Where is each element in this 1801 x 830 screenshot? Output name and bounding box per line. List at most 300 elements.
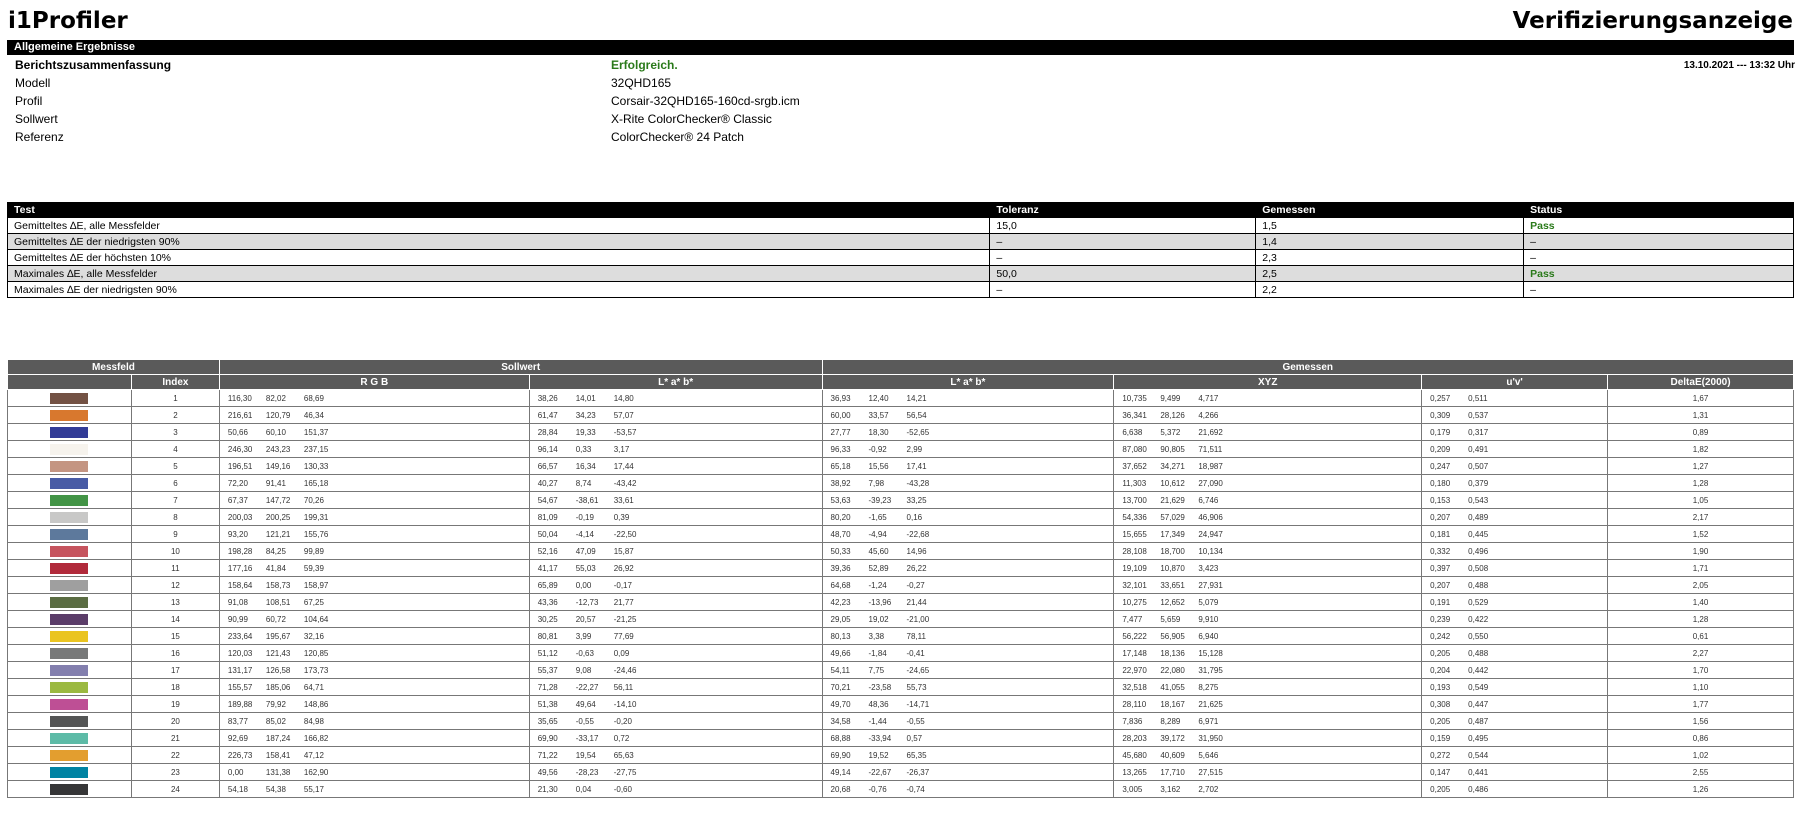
xyz-cell-value: 10,275 bbox=[1122, 597, 1147, 607]
uv-cell-value: 0,488 bbox=[1468, 580, 1489, 590]
patch-table bbox=[7, 359, 1794, 798]
rgb-cell bbox=[219, 441, 529, 458]
lab-target-cell-value: 54,67 bbox=[537, 495, 558, 505]
lab-target-cell-value: 61,47 bbox=[537, 410, 558, 420]
xyz-cell-value: 21,629 bbox=[1160, 495, 1185, 505]
deltae-cell: 2,17 bbox=[1608, 509, 1794, 526]
lab-measured-cell bbox=[822, 645, 1114, 662]
lab-measured-cell-value: 55,73 bbox=[906, 682, 927, 692]
xyz-cell-value: 17,349 bbox=[1160, 529, 1185, 539]
deltae-cell: 1,70 bbox=[1608, 662, 1794, 679]
swatch-cell bbox=[8, 645, 132, 662]
test-name-cell: Gemitteltes ∆E, alle Messfelder bbox=[8, 218, 990, 234]
lab-target-cell bbox=[529, 730, 822, 747]
lab-measured-cell-value: 21,44 bbox=[906, 597, 927, 607]
lab-measured-cell-value: 52,89 bbox=[868, 563, 889, 573]
rgb-cell bbox=[219, 781, 529, 798]
swatch-cell bbox=[8, 662, 132, 679]
lab-target-cell-value: 33,61 bbox=[613, 495, 634, 505]
lab-target-cell-value: 55,37 bbox=[537, 665, 558, 675]
deltae-cell: 2,05 bbox=[1608, 577, 1794, 594]
deltae-cell: 1,40 bbox=[1608, 594, 1794, 611]
patch-row bbox=[8, 577, 1794, 594]
lab-target-cell-value: 0,33 bbox=[575, 444, 592, 454]
lab-measured-cell bbox=[822, 662, 1114, 679]
xyz-cell-value: 7,836 bbox=[1122, 716, 1143, 726]
deltae-cell: 1,77 bbox=[1608, 696, 1794, 713]
lab-measured-cell-value: 49,70 bbox=[830, 699, 851, 709]
color-swatch bbox=[50, 512, 88, 523]
xyz-cell-value: 9,499 bbox=[1160, 393, 1181, 403]
uv-cell-value: 0,495 bbox=[1468, 733, 1489, 743]
deltae-cell: 1,31 bbox=[1608, 407, 1794, 424]
patch-row bbox=[8, 543, 1794, 560]
summary-row bbox=[15, 130, 1795, 148]
rgb-cell-value: 155,76 bbox=[303, 529, 329, 539]
xyz-cell bbox=[1114, 730, 1422, 747]
test-name-cell: Maximales ∆E der niedrigsten 90% bbox=[8, 282, 990, 298]
lab-measured-cell-value: -1,84 bbox=[868, 648, 887, 658]
xyz-cell-value: 24,947 bbox=[1198, 529, 1223, 539]
toleranz-cell: – bbox=[990, 250, 1256, 266]
lab-target-cell-value: 66,57 bbox=[537, 461, 558, 471]
color-swatch bbox=[50, 580, 88, 591]
lab-measured-cell bbox=[822, 424, 1114, 441]
lab-target-cell-value: -21,25 bbox=[613, 614, 637, 624]
lab-measured-cell-value: 33,57 bbox=[868, 410, 889, 420]
rgb-cell-value: 67,25 bbox=[303, 597, 324, 607]
rgb-cell-value: 60,72 bbox=[265, 614, 286, 624]
lab-measured-cell-value: -1,44 bbox=[868, 716, 887, 726]
index-cell: 18 bbox=[131, 679, 219, 696]
rgb-cell-value: 196,51 bbox=[227, 461, 253, 471]
uv-cell bbox=[1422, 696, 1608, 713]
deltae-cell: 1,52 bbox=[1608, 526, 1794, 543]
lab-measured-cell-value: 14,21 bbox=[906, 393, 927, 403]
lab-measured-cell bbox=[822, 679, 1114, 696]
rgb-cell-value: 195,67 bbox=[265, 631, 291, 641]
lab-target-cell bbox=[529, 543, 822, 560]
lab-measured-cell-value: -43,28 bbox=[906, 478, 930, 488]
summary-row bbox=[15, 76, 1795, 94]
rgb-cell bbox=[219, 679, 529, 696]
xyz-cell-value: 40,609 bbox=[1160, 750, 1185, 760]
gemessen-cell: 1,5 bbox=[1256, 218, 1524, 234]
rgb-cell-value: 148,86 bbox=[303, 699, 329, 709]
index-cell: 3 bbox=[131, 424, 219, 441]
rgb-cell bbox=[219, 730, 529, 747]
lab-target-cell-value: 65,63 bbox=[613, 750, 634, 760]
rgb-cell-value: 243,23 bbox=[265, 444, 291, 454]
xyz-cell-value: 18,136 bbox=[1160, 648, 1185, 658]
color-swatch bbox=[50, 631, 88, 642]
lab-measured-cell-value: -39,23 bbox=[868, 495, 892, 505]
rgb-cell-value: 131,17 bbox=[227, 665, 253, 675]
lab-measured-cell-value: -0,41 bbox=[906, 648, 925, 658]
swatch-cell bbox=[8, 713, 132, 730]
column-header-lab-measured: L* a* b* bbox=[822, 375, 1114, 390]
lab-target-cell bbox=[529, 747, 822, 764]
rgb-cell-value: 120,85 bbox=[303, 648, 329, 658]
lab-measured-cell-value: 39,36 bbox=[830, 563, 851, 573]
xyz-cell-value: 2,702 bbox=[1198, 784, 1219, 794]
lab-target-cell-value: 77,69 bbox=[613, 631, 634, 641]
lab-measured-cell bbox=[822, 713, 1114, 730]
rgb-cell-value: 67,37 bbox=[227, 495, 248, 505]
lab-target-cell bbox=[529, 645, 822, 662]
lab-target-cell-value: 71,22 bbox=[537, 750, 558, 760]
column-header-rgb: R G B bbox=[219, 375, 529, 390]
patch-row bbox=[8, 747, 1794, 764]
patch-row bbox=[8, 781, 1794, 798]
xyz-cell-value: 12,652 bbox=[1160, 597, 1185, 607]
lab-target-cell-value: -0,63 bbox=[575, 648, 594, 658]
swatch-cell bbox=[8, 611, 132, 628]
swatch-cell bbox=[8, 560, 132, 577]
uv-cell-value: 0,147 bbox=[1430, 767, 1451, 777]
rgb-cell-value: 91,08 bbox=[227, 597, 248, 607]
rgb-cell bbox=[219, 390, 529, 407]
lab-target-cell-value: -22,27 bbox=[575, 682, 599, 692]
lab-target-cell bbox=[529, 662, 822, 679]
rgb-cell-value: 158,73 bbox=[265, 580, 291, 590]
rgb-cell-value: 85,02 bbox=[265, 716, 286, 726]
summary-value: ColorChecker® 24 Patch bbox=[611, 130, 744, 144]
xyz-cell bbox=[1114, 424, 1422, 441]
patch-row bbox=[8, 645, 1794, 662]
xyz-cell-value: 56,222 bbox=[1122, 631, 1147, 641]
uv-cell-value: 0,332 bbox=[1430, 546, 1451, 556]
lab-measured-cell-value: -22,67 bbox=[868, 767, 892, 777]
lab-target-cell-value: -4,14 bbox=[575, 529, 594, 539]
swatch-cell bbox=[8, 441, 132, 458]
lab-target-cell-value: -33,17 bbox=[575, 733, 599, 743]
patch-row bbox=[8, 509, 1794, 526]
rgb-cell-value: 246,30 bbox=[227, 444, 253, 454]
color-swatch bbox=[50, 614, 88, 625]
xyz-cell-value: 8,275 bbox=[1198, 682, 1219, 692]
uv-cell-value: 0,207 bbox=[1430, 512, 1451, 522]
lab-target-cell-value: 19,54 bbox=[575, 750, 596, 760]
lab-target-cell-value: 81,09 bbox=[537, 512, 558, 522]
rgb-cell-value: 155,57 bbox=[227, 682, 253, 692]
uv-cell-value: 0,272 bbox=[1430, 750, 1451, 760]
rgb-cell-value: 199,31 bbox=[303, 512, 329, 522]
rgb-cell bbox=[219, 611, 529, 628]
lab-measured-cell-value: 34,58 bbox=[830, 716, 851, 726]
lab-target-cell-value: 43,36 bbox=[537, 597, 558, 607]
uv-cell bbox=[1422, 781, 1608, 798]
lab-measured-cell-value: 48,36 bbox=[868, 699, 889, 709]
uv-cell-value: 0,239 bbox=[1430, 614, 1451, 624]
rgb-cell bbox=[219, 543, 529, 560]
xyz-cell-value: 56,905 bbox=[1160, 631, 1185, 641]
rgb-cell-value: 120,03 bbox=[227, 648, 253, 658]
rgb-cell bbox=[219, 492, 529, 509]
lab-measured-cell-value: -26,37 bbox=[906, 767, 930, 777]
xyz-cell-value: 37,652 bbox=[1122, 461, 1147, 471]
uv-cell-value: 0,159 bbox=[1430, 733, 1451, 743]
xyz-cell-value: 28,110 bbox=[1122, 699, 1147, 709]
uv-cell bbox=[1422, 560, 1608, 577]
lab-measured-cell-value: 38,92 bbox=[830, 478, 851, 488]
rgb-cell-value: 165,18 bbox=[303, 478, 329, 488]
rgb-cell-value: 162,90 bbox=[303, 767, 329, 777]
rgb-cell-value: 64,71 bbox=[303, 682, 324, 692]
lab-measured-cell-value: 0,57 bbox=[906, 733, 923, 743]
uv-cell bbox=[1422, 628, 1608, 645]
table-row bbox=[8, 282, 1794, 298]
rgb-cell-value: 166,82 bbox=[303, 733, 329, 743]
color-swatch bbox=[50, 444, 88, 455]
toleranz-cell: – bbox=[990, 234, 1256, 250]
lab-target-cell-value: 0,09 bbox=[613, 648, 630, 658]
lab-target-cell bbox=[529, 509, 822, 526]
xyz-cell-value: 32,518 bbox=[1122, 682, 1147, 692]
lab-measured-cell-value: 53,63 bbox=[830, 495, 851, 505]
rgb-cell-value: 189,88 bbox=[227, 699, 253, 709]
xyz-cell-value: 32,101 bbox=[1122, 580, 1147, 590]
lab-measured-cell bbox=[822, 441, 1114, 458]
lab-target-cell-value: -27,75 bbox=[613, 767, 637, 777]
xyz-cell-value: 3,162 bbox=[1160, 784, 1181, 794]
lab-measured-cell bbox=[822, 764, 1114, 781]
rgb-cell-value: 151,37 bbox=[303, 427, 329, 437]
summary-row bbox=[15, 112, 1795, 130]
xyz-cell bbox=[1114, 645, 1422, 662]
lab-measured-cell bbox=[822, 628, 1114, 645]
deltae-cell: 1,71 bbox=[1608, 560, 1794, 577]
lab-target-cell-value: 55,03 bbox=[575, 563, 596, 573]
uv-cell-value: 0,317 bbox=[1468, 427, 1489, 437]
lab-measured-cell bbox=[822, 390, 1114, 407]
color-swatch bbox=[50, 665, 88, 676]
column-header-gemessen: Gemessen bbox=[1256, 203, 1524, 218]
uv-cell-value: 0,153 bbox=[1430, 495, 1451, 505]
table-row bbox=[8, 250, 1794, 266]
lab-measured-cell-value: 96,33 bbox=[830, 444, 851, 454]
uv-cell-value: 0,379 bbox=[1468, 478, 1489, 488]
lab-measured-cell-value: 0,16 bbox=[906, 512, 923, 522]
report-title: Verifizierungsanzeige bbox=[1512, 8, 1793, 34]
lab-target-cell bbox=[529, 781, 822, 798]
xyz-cell-value: 13,265 bbox=[1122, 767, 1147, 777]
lab-measured-cell bbox=[822, 543, 1114, 560]
color-swatch bbox=[50, 495, 88, 506]
lab-target-cell bbox=[529, 696, 822, 713]
xyz-cell bbox=[1114, 594, 1422, 611]
lab-target-cell bbox=[529, 713, 822, 730]
swatch-cell bbox=[8, 424, 132, 441]
rgb-cell-value: 237,15 bbox=[303, 444, 329, 454]
swatch-cell bbox=[8, 628, 132, 645]
patch-row bbox=[8, 407, 1794, 424]
color-swatch bbox=[50, 546, 88, 557]
lab-target-cell-value: -0,19 bbox=[575, 512, 594, 522]
uv-cell-value: 0,550 bbox=[1468, 631, 1489, 641]
deltae-cell: 0,61 bbox=[1608, 628, 1794, 645]
xyz-cell-value: 6,638 bbox=[1122, 427, 1143, 437]
uv-cell-value: 0,308 bbox=[1430, 699, 1451, 709]
uv-cell-value: 0,447 bbox=[1468, 699, 1489, 709]
xyz-cell-value: 7,477 bbox=[1122, 614, 1143, 624]
patch-row bbox=[8, 764, 1794, 781]
table-row bbox=[8, 266, 1794, 282]
uv-cell-value: 0,529 bbox=[1468, 597, 1489, 607]
xyz-cell-value: 5,659 bbox=[1160, 614, 1181, 624]
status-cell: – bbox=[1524, 234, 1794, 250]
toleranz-cell: 15,0 bbox=[990, 218, 1256, 234]
lab-measured-cell-value: 64,68 bbox=[830, 580, 851, 590]
xyz-cell-value: 5,079 bbox=[1198, 597, 1219, 607]
lab-measured-cell-value: -33,94 bbox=[868, 733, 892, 743]
lab-target-cell-value: 28,84 bbox=[537, 427, 558, 437]
lab-target-cell-value: 16,34 bbox=[575, 461, 596, 471]
lab-target-cell-value: 21,30 bbox=[537, 784, 558, 794]
gemessen-cell: 1,4 bbox=[1256, 234, 1524, 250]
table-header-row bbox=[8, 203, 1794, 218]
rgb-cell-value: 108,51 bbox=[265, 597, 291, 607]
uv-cell-value: 0,445 bbox=[1468, 529, 1489, 539]
xyz-cell-value: 6,746 bbox=[1198, 495, 1219, 505]
patch-row bbox=[8, 713, 1794, 730]
summary-row bbox=[15, 94, 1795, 112]
lab-target-cell-value: 21,77 bbox=[613, 597, 634, 607]
lab-target-cell-value: -12,73 bbox=[575, 597, 599, 607]
rgb-cell-value: 158,41 bbox=[265, 750, 291, 760]
lab-target-cell bbox=[529, 390, 822, 407]
lab-target-cell-value: 57,07 bbox=[613, 410, 634, 420]
xyz-cell bbox=[1114, 628, 1422, 645]
rgb-cell-value: 121,43 bbox=[265, 648, 291, 658]
swatch-cell bbox=[8, 679, 132, 696]
lab-target-cell bbox=[529, 407, 822, 424]
lab-measured-cell-value: 3,38 bbox=[868, 631, 885, 641]
patch-row bbox=[8, 628, 1794, 645]
uv-cell bbox=[1422, 526, 1608, 543]
lab-target-cell-value: 51,12 bbox=[537, 648, 558, 658]
uv-cell-value: 0,257 bbox=[1430, 393, 1451, 403]
xyz-cell bbox=[1114, 475, 1422, 492]
index-cell: 22 bbox=[131, 747, 219, 764]
rgb-cell-value: 131,38 bbox=[265, 767, 291, 777]
lab-target-cell-value: 15,87 bbox=[613, 546, 634, 556]
column-header-row bbox=[8, 375, 1794, 390]
lab-target-cell-value: 38,26 bbox=[537, 393, 558, 403]
lab-measured-cell-value: -24,65 bbox=[906, 665, 930, 675]
patch-row bbox=[8, 390, 1794, 407]
color-swatch bbox=[50, 410, 88, 421]
color-swatch bbox=[50, 733, 88, 744]
rgb-cell-value: 187,24 bbox=[265, 733, 291, 743]
rgb-cell bbox=[219, 475, 529, 492]
index-cell: 23 bbox=[131, 764, 219, 781]
uv-cell-value: 0,209 bbox=[1430, 444, 1451, 454]
deltae-cell: 1,02 bbox=[1608, 747, 1794, 764]
lab-target-cell-value: 0,04 bbox=[575, 784, 592, 794]
index-cell: 5 bbox=[131, 458, 219, 475]
group-header-sollwert: Sollwert bbox=[219, 360, 822, 375]
xyz-cell-value: 57,029 bbox=[1160, 512, 1185, 522]
table-row bbox=[8, 234, 1794, 250]
lab-measured-cell-value: 19,02 bbox=[868, 614, 889, 624]
color-swatch bbox=[50, 699, 88, 710]
deltae-cell: 1,26 bbox=[1608, 781, 1794, 798]
deltae-cell: 1,28 bbox=[1608, 611, 1794, 628]
rgb-cell-value: 147,72 bbox=[265, 495, 291, 505]
rgb-cell-value: 130,33 bbox=[303, 461, 329, 471]
uv-cell bbox=[1422, 713, 1608, 730]
rgb-cell-value: 200,25 bbox=[265, 512, 291, 522]
xyz-cell bbox=[1114, 458, 1422, 475]
lab-measured-cell-value: 78,11 bbox=[906, 631, 926, 641]
xyz-cell-value: 22,080 bbox=[1160, 665, 1185, 675]
deltae-cell: 2,27 bbox=[1608, 645, 1794, 662]
lab-measured-cell-value: -4,94 bbox=[868, 529, 887, 539]
uv-cell-value: 0,205 bbox=[1430, 784, 1451, 794]
xyz-cell bbox=[1114, 526, 1422, 543]
column-header-lab-target: L* a* b* bbox=[529, 375, 822, 390]
rgb-cell-value: 99,89 bbox=[303, 546, 324, 556]
column-header-swatch bbox=[8, 375, 132, 390]
xyz-cell-value: 21,625 bbox=[1198, 699, 1223, 709]
uv-cell bbox=[1422, 509, 1608, 526]
lab-measured-cell-value: -0,76 bbox=[868, 784, 887, 794]
lab-measured-cell-value: -1,24 bbox=[868, 580, 887, 590]
lab-measured-cell-value: 60,00 bbox=[830, 410, 851, 420]
swatch-cell bbox=[8, 764, 132, 781]
lab-measured-cell-value: 69,90 bbox=[830, 750, 851, 760]
deltae-cell: 1,67 bbox=[1608, 390, 1794, 407]
lab-measured-cell bbox=[822, 611, 1114, 628]
lab-target-cell-value: -0,17 bbox=[613, 580, 632, 590]
lab-target-cell-value: -22,50 bbox=[613, 529, 637, 539]
rgb-cell-value: 177,16 bbox=[227, 563, 253, 573]
rgb-cell-value: 82,02 bbox=[265, 393, 286, 403]
lab-target-cell bbox=[529, 560, 822, 577]
color-swatch bbox=[50, 767, 88, 778]
xyz-cell-value: 5,372 bbox=[1160, 427, 1181, 437]
xyz-cell-value: 5,646 bbox=[1198, 750, 1219, 760]
patch-row bbox=[8, 492, 1794, 509]
lab-measured-cell-value: 33,25 bbox=[906, 495, 927, 505]
xyz-cell-value: 33,651 bbox=[1160, 580, 1185, 590]
index-cell: 9 bbox=[131, 526, 219, 543]
lab-measured-cell-value: -0,55 bbox=[906, 716, 925, 726]
lab-target-cell-value: 49,64 bbox=[575, 699, 596, 709]
lab-measured-cell-value: -21,00 bbox=[906, 614, 930, 624]
rgb-cell-value: 104,64 bbox=[303, 614, 329, 624]
index-cell: 2 bbox=[131, 407, 219, 424]
summary-label: Modell bbox=[15, 76, 51, 90]
lab-target-cell-value: -14,10 bbox=[613, 699, 637, 709]
summary-label: Berichtszusammenfassung bbox=[15, 58, 172, 72]
lab-target-cell-value: 69,90 bbox=[537, 733, 558, 743]
swatch-cell bbox=[8, 475, 132, 492]
test-name-cell: Gemitteltes ∆E der niedrigsten 90% bbox=[8, 234, 990, 250]
rgb-cell bbox=[219, 764, 529, 781]
deltae-cell: 1,10 bbox=[1608, 679, 1794, 696]
uv-cell-value: 0,422 bbox=[1468, 614, 1489, 624]
uv-cell-value: 0,496 bbox=[1468, 546, 1489, 556]
summary-block bbox=[15, 58, 1795, 148]
xyz-cell-value: 27,515 bbox=[1198, 767, 1223, 777]
lab-target-cell bbox=[529, 441, 822, 458]
xyz-cell bbox=[1114, 696, 1422, 713]
uv-cell bbox=[1422, 594, 1608, 611]
rgb-cell bbox=[219, 458, 529, 475]
index-cell: 7 bbox=[131, 492, 219, 509]
